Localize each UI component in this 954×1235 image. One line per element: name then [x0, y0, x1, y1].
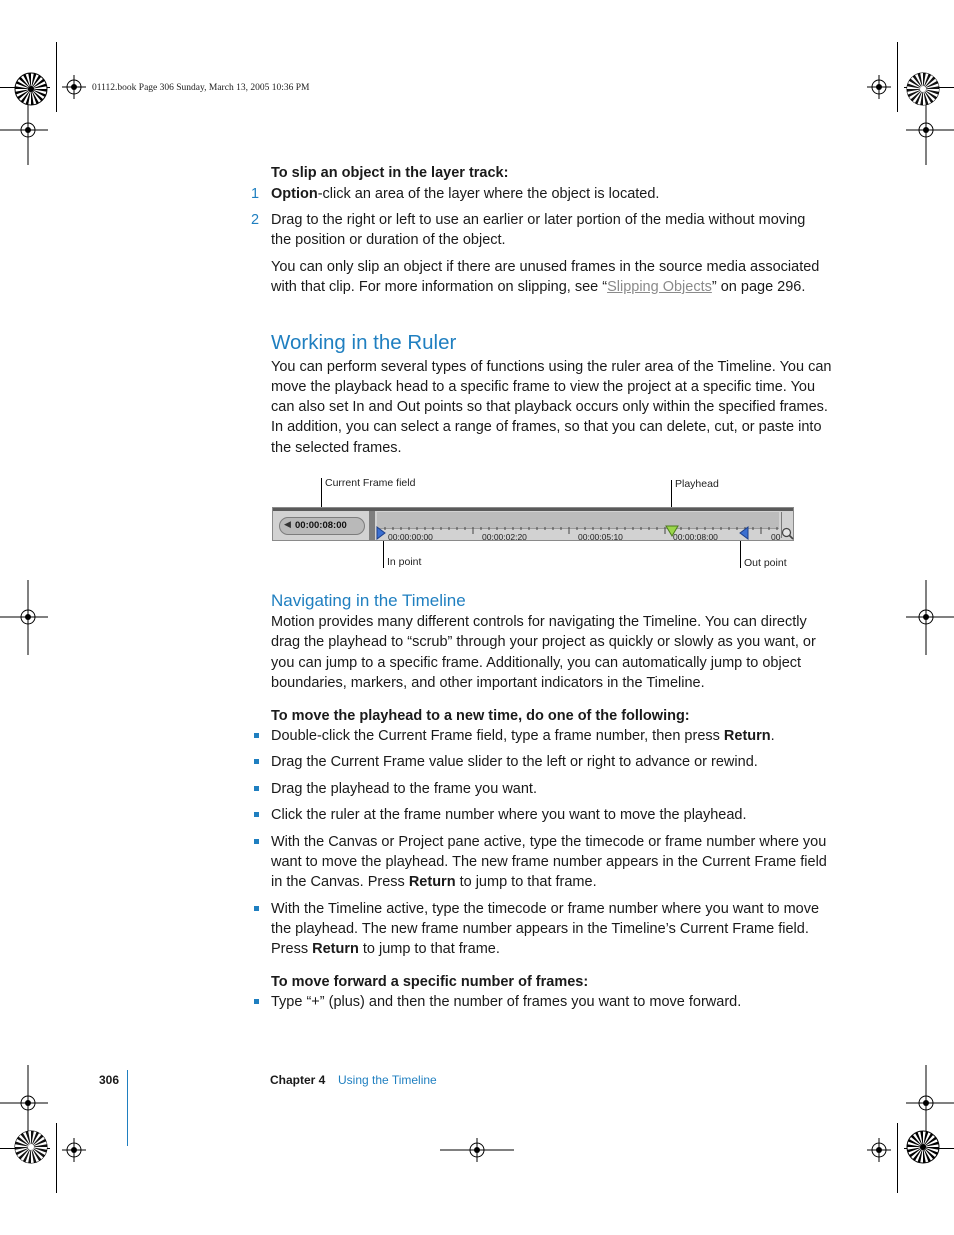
starburst-center: [28, 86, 34, 92]
bullet-6-pre: Press: [271, 941, 313, 957]
frame-field-left-arrow[interactable]: ◀: [284, 519, 291, 529]
ruler-para-line-4: In addition, you can select a range of frames, so that you can delete, cut, or paste into: [271, 419, 822, 435]
chapter-title: Using the Timeline: [338, 1073, 437, 1087]
bullet-5-line-3: [271, 872, 597, 892]
nav-section-title: Navigating in the Timeline: [271, 591, 466, 610]
bullet-1: [271, 726, 775, 746]
header-stamp: 01112.book Page 306 Sunday, March 13, 2005 10:36 PM: [92, 83, 310, 93]
out-point-marker[interactable]: [739, 526, 749, 540]
step-1-text: -click an area of the layer where the object is located.: [317, 186, 660, 202]
current-frame-field[interactable]: [279, 517, 365, 535]
nav-para-line-3: you can jump to a specific frame. Additionally, you can automatically jump to object: [271, 655, 802, 671]
bullet-marker: [254, 812, 259, 817]
in-point-callout: In point: [387, 556, 422, 568]
bullet-5-post: to jump to that frame.: [455, 874, 597, 890]
tick-label: 00:00:00:00: [388, 532, 433, 542]
return-key-label: Return: [312, 941, 359, 957]
bullet-3: Drag the playhead to the frame you want.: [271, 781, 537, 797]
slipping-objects-link[interactable]: Slipping Objects: [607, 279, 712, 295]
option-key-label: Option: [271, 186, 318, 202]
zoom-icon[interactable]: [781, 527, 794, 540]
field-divider: [369, 511, 375, 540]
tick-label: 00:00:02:20: [482, 532, 527, 542]
slip-note-line-2: [271, 277, 805, 297]
slip-note-line-1: You can only slip an object if there are unused frames in the source media associated: [271, 259, 820, 275]
note-pre: with that clip. For more information on slipping, see “: [271, 279, 608, 295]
bullet-marker: [254, 839, 259, 844]
bullet-6-line-3: [271, 939, 500, 959]
tick-label: 00: [771, 532, 781, 542]
tick-label: 00:00:05:10: [578, 532, 623, 542]
in-point-marker[interactable]: [376, 526, 386, 540]
footer-rule: [127, 1070, 128, 1146]
bullet-5-pre: in the Canvas. Press: [271, 874, 409, 890]
step-2-line-2: the position or duration of the object.: [271, 232, 506, 248]
slip-heading: To slip an object in the layer track:: [271, 165, 509, 181]
bullet-marker: [254, 999, 259, 1004]
bullet-6-line-1: With the Timeline active, type the timecode or frame number where you want to move: [271, 901, 820, 917]
bullet-2: Drag the Current Frame value slider to the left or right to advance or rewind.: [271, 754, 758, 770]
ruler-para-line-1: You can perform several types of functions using the ruler area of the Timeline. You can: [271, 359, 832, 375]
return-key-label: Return: [723, 728, 771, 744]
ruler-top-line: [273, 508, 793, 511]
bullet-7: Type “+” (plus) and then the number of frames you want to move forward.: [271, 994, 742, 1010]
chapter-label: Chapter 4: [270, 1073, 326, 1087]
bullet-1-pre: Double-click the Current Frame field, type a frame number, then press: [271, 728, 724, 744]
nav-para-line-2: drag the playhead to “scrub” through your project as quickly or slowly as you want, or: [271, 634, 816, 650]
step-number-2: 2: [251, 212, 260, 228]
current-frame-callout: Current Frame field: [325, 477, 416, 489]
move-heading: To move the playhead to a new time, do one of the following:: [271, 708, 690, 724]
starburst-center: [920, 86, 926, 92]
bullet-4: Click the ruler at the frame number where you want to move the playhead.: [271, 807, 747, 823]
bullet-marker: [254, 786, 259, 791]
ruler-para-line-5: the selected frames.: [271, 440, 402, 456]
return-key-label: Return: [408, 874, 456, 890]
ruler-section-title: Working in the Ruler: [271, 331, 457, 354]
bullet-6-line-2: the playhead. The new frame number appears in the Timeline’s Current Frame field.: [271, 921, 809, 937]
starburst-center: [920, 1144, 926, 1150]
playhead-marker[interactable]: [665, 525, 679, 537]
bullet-5-line-2: want to move the playhead. The new frame number appears in the Current Frame field: [271, 854, 827, 870]
nav-para-line-1: Motion provides many different controls for navigating the Timeline. You can directly: [271, 614, 807, 630]
note-post: ” on page 296.: [711, 279, 806, 295]
bullet-1-post: .: [770, 728, 775, 744]
tick-label: 00:00:08:00: [673, 532, 718, 542]
bullet-marker: [254, 906, 259, 911]
playhead-callout: Playhead: [675, 478, 719, 490]
forward-heading: To move forward a specific number of frames:: [271, 974, 589, 990]
ruler-para-line-2: move the playback head to a specific frame to view the project at a specific time. You: [271, 379, 816, 395]
current-frame-value[interactable]: 00:00:08:00: [295, 520, 347, 531]
step-number-1: 1: [251, 186, 260, 202]
starburst-center: [28, 1144, 34, 1150]
step-2-line-1: Drag to the right or left to use an earlier or later portion of the media without moving: [271, 212, 806, 228]
bullet-marker: [254, 733, 259, 738]
bullet-5-line-1: With the Canvas or Project pane active, type the timecode or frame number where you: [271, 834, 827, 850]
ruler-para-line-3: can also set In and Out points so that playback occurs only within the specified frames.: [271, 399, 828, 415]
timeline-ruler[interactable]: [272, 507, 794, 541]
bullet-6-post: to jump to that frame.: [358, 941, 500, 957]
bullet-marker: [254, 759, 259, 764]
nav-para-line-4: boundaries, markers, and other important indicators in the Timeline.: [271, 675, 705, 691]
step-1: [271, 184, 659, 204]
out-point-callout: Out point: [744, 557, 787, 569]
page-number: 306: [99, 1073, 120, 1087]
